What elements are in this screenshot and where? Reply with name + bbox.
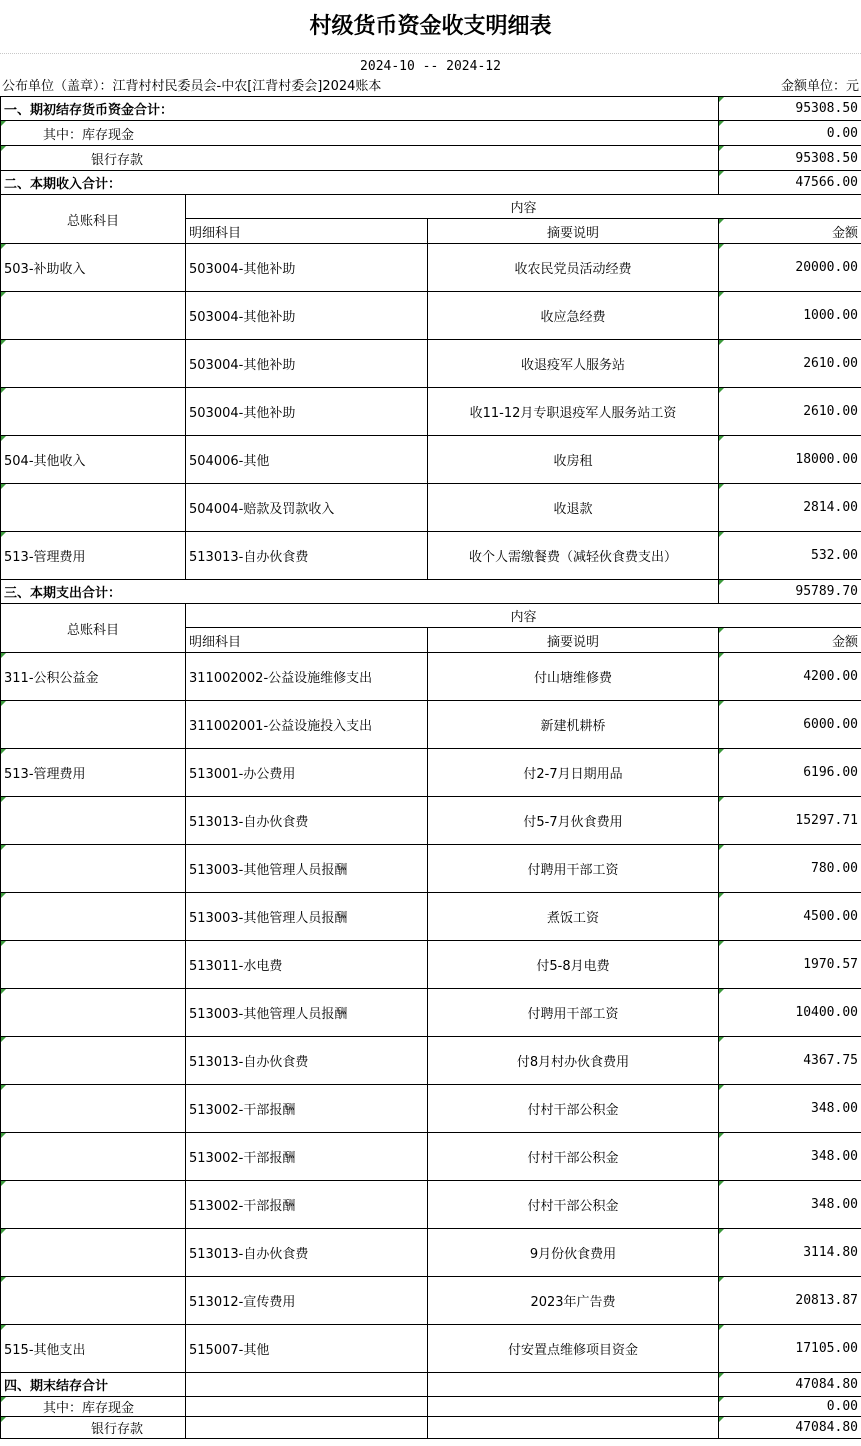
expense-account-cell: 311-公积公益金 xyxy=(1,653,186,701)
closing-bank-row xyxy=(1,1417,861,1439)
closing-total-label: 四、期末结存合计 xyxy=(1,1373,186,1397)
expense-amount-cell: 6000.00 xyxy=(719,701,861,749)
expense-amount-cell: 10400.00 xyxy=(719,989,861,1037)
expense-detail-cell: 513002-干部报酬 xyxy=(186,1085,428,1133)
expense-amount-cell: 780.00 xyxy=(719,845,861,893)
income-summary-cell: 收房租 xyxy=(428,436,719,484)
expense-row xyxy=(1,1085,861,1133)
expense-detail-cell: 513002-干部报酬 xyxy=(186,1133,428,1181)
opening-cash-label: 其中：库存现金 xyxy=(1,121,719,146)
closing-bank-blank-1 xyxy=(186,1417,428,1439)
closing-cash-blank-2 xyxy=(428,1397,719,1417)
income-summary-cell: 收退款 xyxy=(428,484,719,532)
expense-account-cell xyxy=(1,1229,186,1277)
income-amount-cell: 2610.00 xyxy=(719,340,861,388)
income-account-cell xyxy=(1,340,186,388)
expense-detail-cell: 513012-宣传费用 xyxy=(186,1277,428,1325)
expense-summary-cell: 付山塘维修费 xyxy=(428,653,719,701)
expense-header-content: 内容 xyxy=(186,604,861,628)
opening-bank-amount: 95308.50 xyxy=(719,146,861,171)
expense-row xyxy=(1,1133,861,1181)
expense-account-cell xyxy=(1,941,186,989)
income-account-cell: 504-其他收入 xyxy=(1,436,186,484)
closing-total-amount: 47084.80 xyxy=(719,1373,861,1397)
expense-account-cell xyxy=(1,797,186,845)
income-detail-cell: 503004-其他补助 xyxy=(186,388,428,436)
expense-account-cell xyxy=(1,989,186,1037)
income-account-cell xyxy=(1,292,186,340)
expense-summary-cell: 9月份伙食费用 xyxy=(428,1229,719,1277)
expense-detail-cell: 311002002-公益设施维修支出 xyxy=(186,653,428,701)
opening-total-row xyxy=(1,97,861,121)
opening-cash-amount: 0.00 xyxy=(719,121,861,146)
unit-row xyxy=(0,78,861,96)
income-summary-cell: 收个人需缴餐费（减轻伙食费支出） xyxy=(428,532,719,580)
expense-header-summary: 摘要说明 xyxy=(428,628,719,653)
expense-detail-cell: 513003-其他管理人员报酬 xyxy=(186,893,428,941)
income-summary-cell: 收退疫军人服务站 xyxy=(428,340,719,388)
expense-account-cell xyxy=(1,1277,186,1325)
closing-cash-row xyxy=(1,1397,861,1417)
income-total-label: 二、本期收入合计： xyxy=(1,171,719,195)
income-row xyxy=(1,388,861,436)
expense-account-cell xyxy=(1,845,186,893)
income-amount-cell: 18000.00 xyxy=(719,436,861,484)
expense-row xyxy=(1,1181,861,1229)
income-row xyxy=(1,436,861,484)
expense-summary-cell: 付5-7月伙食费用 xyxy=(428,797,719,845)
income-amount-cell: 20000.00 xyxy=(719,244,861,292)
expense-header-row-1 xyxy=(1,604,861,628)
income-detail-cell: 503004-其他补助 xyxy=(186,244,428,292)
expense-account-cell xyxy=(1,1133,186,1181)
expense-summary-cell: 付安置点维修项目资金 xyxy=(428,1325,719,1373)
income-account-cell: 503-补助收入 xyxy=(1,244,186,292)
expense-summary-cell: 付5-8月电费 xyxy=(428,941,719,989)
expense-summary-cell: 付村干部公积金 xyxy=(428,1133,719,1181)
closing-bank-label: 银行存款 xyxy=(1,1417,186,1439)
closing-bank-blank-2 xyxy=(428,1417,719,1439)
expense-detail-cell: 513011-水电费 xyxy=(186,941,428,989)
expense-header-amount: 金额 xyxy=(719,628,861,653)
income-account-cell: 513-管理费用 xyxy=(1,532,186,580)
income-row xyxy=(1,292,861,340)
expense-total-amount: 95789.70 xyxy=(719,580,861,604)
expense-summary-cell: 煮饭工资 xyxy=(428,893,719,941)
income-row xyxy=(1,484,861,532)
expense-account-cell: 513-管理费用 xyxy=(1,749,186,797)
publishing-unit: 公布单位（盖章）：江背村村民委员会-中农[江背村委会]2024账本 xyxy=(2,79,382,94)
expense-summary-cell: 付8月村办伙食费用 xyxy=(428,1037,719,1085)
expense-summary-cell: 2023年广告费 xyxy=(428,1277,719,1325)
expense-row xyxy=(1,845,861,893)
closing-cash-amount: 0.00 xyxy=(719,1397,861,1417)
expense-amount-cell: 20813.87 xyxy=(719,1277,861,1325)
expense-detail-cell: 513013-自办伙食费 xyxy=(186,1037,428,1085)
expense-summary-cell: 付聘用干部工资 xyxy=(428,989,719,1037)
income-header-amount: 金额 xyxy=(719,219,861,244)
expense-amount-cell: 4200.00 xyxy=(719,653,861,701)
expense-amount-cell: 348.00 xyxy=(719,1085,861,1133)
expense-row xyxy=(1,1037,861,1085)
income-total-amount: 47566.00 xyxy=(719,171,861,195)
expense-detail-cell: 513013-自办伙食费 xyxy=(186,797,428,845)
expense-account-cell xyxy=(1,893,186,941)
income-summary-cell: 收11-12月专职退疫军人服务站工资 xyxy=(428,388,719,436)
expense-account-cell xyxy=(1,701,186,749)
closing-bank-amount: 47084.80 xyxy=(719,1417,861,1439)
income-detail-cell: 513013-自办伙食费 xyxy=(186,532,428,580)
closing-total-row xyxy=(1,1373,861,1397)
closing-blank-detail xyxy=(186,1373,428,1397)
expense-amount-cell: 1970.57 xyxy=(719,941,861,989)
expense-amount-cell: 15297.71 xyxy=(719,797,861,845)
expense-header-account: 总账科目 xyxy=(1,604,186,653)
income-total-row xyxy=(1,171,861,195)
ledger-table xyxy=(0,96,861,1439)
expense-amount-cell: 4500.00 xyxy=(719,893,861,941)
expense-row xyxy=(1,941,861,989)
expense-header-detail: 明细科目 xyxy=(186,628,428,653)
income-account-cell xyxy=(1,388,186,436)
expense-row xyxy=(1,1229,861,1277)
income-row xyxy=(1,244,861,292)
expense-row xyxy=(1,1277,861,1325)
income-account-cell xyxy=(1,484,186,532)
income-summary-cell: 收应急经费 xyxy=(428,292,719,340)
expense-row xyxy=(1,893,861,941)
closing-cash-label: 其中：库存现金 xyxy=(1,1397,186,1417)
expense-row xyxy=(1,797,861,845)
expense-summary-cell: 付2-7月日期用品 xyxy=(428,749,719,797)
opening-bank-row xyxy=(1,146,861,171)
opening-total-amount: 95308.50 xyxy=(719,97,861,121)
opening-total-label: 一、期初结存货币资金合计： xyxy=(1,97,719,121)
expense-detail-cell: 513002-干部报酬 xyxy=(186,1181,428,1229)
expense-summary-cell: 新建机耕桥 xyxy=(428,701,719,749)
expense-detail-cell: 513003-其他管理人员报酬 xyxy=(186,845,428,893)
income-row xyxy=(1,340,861,388)
income-amount-cell: 532.00 xyxy=(719,532,861,580)
expense-account-cell xyxy=(1,1085,186,1133)
expense-row xyxy=(1,701,861,749)
report-title: 村级货币资金收支明细表 xyxy=(0,0,861,54)
income-detail-cell: 504004-赔款及罚款收入 xyxy=(186,484,428,532)
expense-summary-cell: 付村干部公积金 xyxy=(428,1181,719,1229)
expense-detail-cell: 513001-办公费用 xyxy=(186,749,428,797)
expense-account-cell xyxy=(1,1181,186,1229)
expense-account-cell: 515-其他支出 xyxy=(1,1325,186,1373)
expense-account-cell xyxy=(1,1037,186,1085)
income-detail-cell: 504006-其他 xyxy=(186,436,428,484)
income-detail-cell: 503004-其他补助 xyxy=(186,292,428,340)
expense-row xyxy=(1,749,861,797)
income-detail-cell: 503004-其他补助 xyxy=(186,340,428,388)
income-header-row-1 xyxy=(1,195,861,219)
expense-amount-cell: 17105.00 xyxy=(719,1325,861,1373)
closing-blank-summary xyxy=(428,1373,719,1397)
expense-row xyxy=(1,653,861,701)
report-period: 2024-10 -- 2024-12 xyxy=(360,59,501,74)
expense-total-row xyxy=(1,580,861,604)
income-row xyxy=(1,532,861,580)
expense-detail-cell: 513013-自办伙食费 xyxy=(186,1229,428,1277)
expense-row xyxy=(1,1325,861,1373)
expense-amount-cell: 6196.00 xyxy=(719,749,861,797)
expense-detail-cell: 513003-其他管理人员报酬 xyxy=(186,989,428,1037)
income-header-account: 总账科目 xyxy=(1,195,186,244)
opening-bank-label: 银行存款 xyxy=(1,146,719,171)
expense-amount-cell: 348.00 xyxy=(719,1181,861,1229)
income-header-detail: 明细科目 xyxy=(186,219,428,244)
closing-cash-blank-1 xyxy=(186,1397,428,1417)
expense-summary-cell: 付聘用干部工资 xyxy=(428,845,719,893)
income-header-content: 内容 xyxy=(186,195,861,219)
expense-summary-cell: 付村干部公积金 xyxy=(428,1085,719,1133)
expense-total-label: 三、本期支出合计： xyxy=(1,580,719,604)
amount-unit: 金额单位：元 xyxy=(780,79,859,94)
expense-row xyxy=(1,989,861,1037)
opening-cash-row xyxy=(1,121,861,146)
expense-detail-cell: 515007-其他 xyxy=(186,1325,428,1373)
expense-detail-cell: 311002001-公益设施投入支出 xyxy=(186,701,428,749)
expense-amount-cell: 4367.75 xyxy=(719,1037,861,1085)
income-amount-cell: 1000.00 xyxy=(719,292,861,340)
income-amount-cell: 2814.00 xyxy=(719,484,861,532)
expense-amount-cell: 3114.80 xyxy=(719,1229,861,1277)
income-summary-cell: 收农民党员活动经费 xyxy=(428,244,719,292)
expense-amount-cell: 348.00 xyxy=(719,1133,861,1181)
income-header-summary: 摘要说明 xyxy=(428,219,719,244)
income-amount-cell: 2610.00 xyxy=(719,388,861,436)
